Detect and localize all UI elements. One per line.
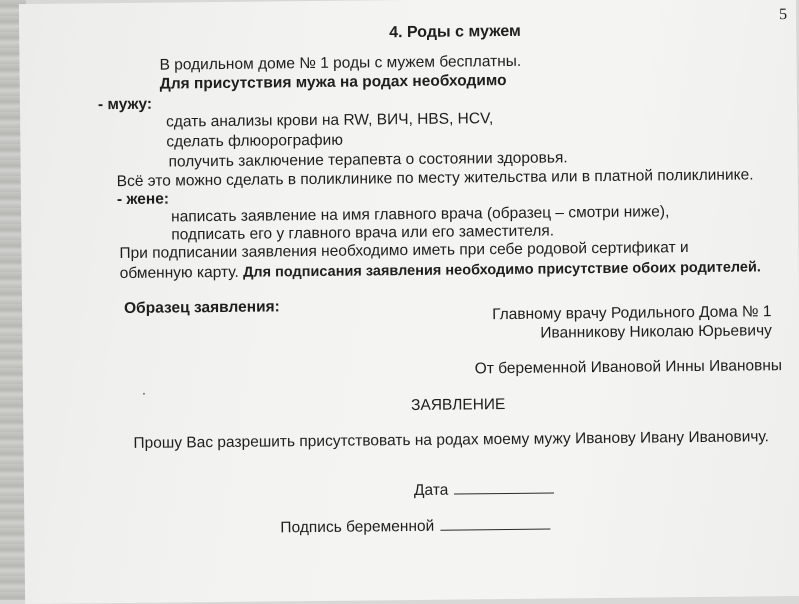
wife-item-application: написать заявление на имя главного врача (образец – смотри ниже),	[171, 203, 670, 226]
date-label: Дата	[413, 481, 449, 499]
page-number: 5	[778, 6, 788, 24]
clinic-note: Всё это можно сделать в поликлинике по месту жительства или в платной поликлинике.	[116, 166, 754, 191]
wife-label: - жене:	[116, 190, 170, 209]
signing-note-text: обменную карту.	[119, 263, 239, 283]
wife-item-sign: подписать его у главного врача или его заместителя.	[171, 222, 555, 244]
signing-note-bold: Для подписания заявления необходимо присутствие обоих родителей.	[242, 259, 761, 281]
husband-label: - мужу:	[97, 95, 153, 114]
document-page	[19, 0, 799, 604]
intro-line: В родильном доме № 1 роды с мужем бесплатны.	[159, 52, 522, 74]
from-line: От беременной Ивановой Инны Ивановны	[474, 357, 783, 378]
addressee-line-2: Иванникову Николаю Юрьевичу	[540, 322, 772, 342]
signature-blank-line	[440, 517, 550, 531]
addressee-line-1: Главному врачу Родильного Дома № 1	[492, 303, 772, 324]
statement-title: ЗАЯВЛЕНИЕ	[411, 396, 506, 414]
date-field	[414, 481, 555, 500]
paper-speck	[143, 393, 145, 395]
husband-item-therapist: получить заключение терапевта о состоянии здоровья.	[168, 149, 568, 171]
requirement-line: Для присутствия мужа на родах необходимо	[159, 71, 507, 93]
signature-label: Подпись беременной	[280, 517, 435, 537]
sample-label: Образец заявления:	[123, 298, 280, 317]
husband-item-fluorography: сделать флюорографию	[166, 131, 343, 151]
section-heading: 4. Роды с мужем	[389, 22, 521, 42]
signing-note-line-1: При подписании заявления необходимо иметь при себе родовой сертификат и	[119, 239, 689, 263]
husband-item-blood-tests: сдать анализы крови на RW, ВИЧ, HBS, HCV,	[166, 110, 494, 131]
signature-field	[280, 517, 550, 538]
statement-body: Прошу Вас разрешить присутствовать на родах моему мужу Иванову Ивану Ивановичу.	[133, 428, 769, 452]
date-blank-line	[454, 481, 554, 495]
